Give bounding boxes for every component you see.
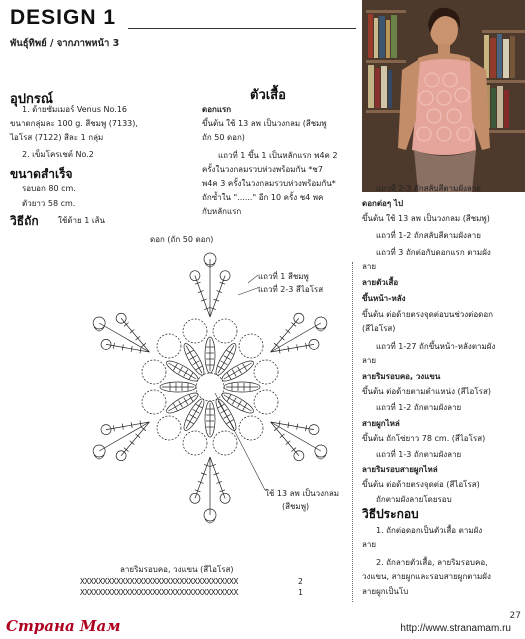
materials-line-4: 2. เข็มโครเชต์ No.2 bbox=[22, 150, 94, 159]
page-number: 27 bbox=[509, 611, 521, 621]
mid-line-3: แถวที่ 1 ขึ้น 1 เป็นหลักแรก พ4ค 2 bbox=[218, 151, 338, 160]
right-line-6: ลาย bbox=[362, 262, 377, 271]
right-line-12: ลาย bbox=[362, 356, 377, 365]
right-line-23: 1. ถักต่อดอกเป็นตัวเสื้อ ตามผัง bbox=[376, 526, 483, 535]
start-note-2: (สีชมพู) bbox=[282, 502, 310, 511]
start-note-1: ใช้ 13 ลพ เป็นวงกลม bbox=[265, 489, 340, 498]
right-line-26: วงแขน, สายผูกและรอบสายผูกตามผัง bbox=[362, 572, 491, 581]
mid-line-4: ครั้งในวงกลมรวบห่วงพร้อมกัน *ช7 bbox=[202, 165, 323, 174]
right-line-11: แถวที่ 1-27 ถักขึ้นหน้า-หลังตามผัง bbox=[376, 342, 496, 351]
right-line-24: ลาย bbox=[362, 540, 377, 549]
size-line-2: ตัวยาว 58 cm. bbox=[22, 199, 76, 208]
model-photo bbox=[362, 0, 525, 192]
design-subtitle: พันธุ์ทิพย์ / จากภาพหน้า 3 bbox=[10, 38, 120, 49]
design-title: DESIGN 1 bbox=[10, 6, 117, 29]
right-line-4: แถวที่ 1-2 ถักสลับสีตามผังลาย bbox=[376, 231, 481, 240]
first-flower-heading: ดอกแรก bbox=[202, 105, 232, 114]
edging-label: ลายริมรอบคอ, วงแขน (สีไอโรส) bbox=[120, 565, 234, 574]
size-heading: ขนาดสำเร็จ bbox=[10, 167, 73, 181]
watermark-url: http://www.stranamam.ru bbox=[400, 623, 511, 634]
legend-row1: แถวที่ 1 สีชมพู bbox=[258, 272, 309, 281]
right-line-19: ลายริมรอบสายผูกไหล่ bbox=[362, 465, 438, 474]
right-line-15: แถวที่ 1-2 ถักตามผังลาย bbox=[376, 403, 462, 412]
flower-motif-diagram bbox=[70, 245, 350, 530]
mid-line-7: กับหลักแรก bbox=[202, 207, 242, 216]
mid-line-5: พ4ค 3 ครั้งในวงกลมรวบห่วงพร้อมกัน* bbox=[202, 179, 336, 188]
legend-row23: แถวที่ 2-3 สีไอโรส bbox=[258, 285, 324, 294]
edging-row-2: XXXXXXXXXXXXXXXXXXXXXXXXXXXXXXXXXXX bbox=[80, 577, 239, 586]
watermark-logo: Страна Мам bbox=[6, 617, 121, 635]
right-line-9: ขึ้นต้น ต่อด้ายตรงจุดต่อบนช่วงต่อดอก bbox=[362, 310, 494, 319]
right-line-1: แถวที่ 2-3 ถักสลับสีตามผังลาย bbox=[376, 184, 481, 193]
right-line-18: แถวที่ 1-3 ถักตามผังลาย bbox=[376, 450, 462, 459]
right-line-17: ขึ้นต้น ถักโซ่ยาว 78 cm. (สีไอโรส) bbox=[362, 434, 486, 443]
right-line-14: ขึ้นต้น ต่อด้ายตามตำแหน่ง (สีไอโรส) bbox=[362, 387, 491, 396]
materials-line-1: 1. ด้ายซัมเมอร์ Venus No.16 bbox=[22, 105, 127, 114]
right-line-8: ขึ้นหน้า-หลัง bbox=[362, 294, 406, 303]
size-line-1: รอบอก 80 cm. bbox=[22, 184, 76, 193]
right-line-10: (สีไอโรส) bbox=[362, 324, 396, 333]
body-heading: ตัวเสื้อ bbox=[250, 88, 286, 103]
materials-heading: อุปกรณ์ bbox=[10, 92, 53, 107]
title-rule bbox=[128, 28, 356, 29]
mid-line-1: ขึ้นต้น ใช้ 13 ลพ เป็นวงกลม (สีชมพู bbox=[202, 119, 327, 128]
edging-row-num-2: 2 bbox=[298, 577, 303, 586]
materials-line-3: ไอโรส (7122) สีละ 1 กลุ่ม bbox=[10, 133, 104, 142]
materials-line-2: ขนาดกลุ่มละ 100 g. สีชมพู (7133), bbox=[10, 119, 138, 128]
right-line-3: ขึ้นต้น ใช้ 13 ลพ เป็นวงกลม (สีชมพู) bbox=[362, 214, 490, 223]
right-line-25: 2. ถักลายตัวเสื้อ, ลายริมรอบคอ, bbox=[376, 558, 488, 567]
right-line-5: แถวที่ 3 ถักต่อกับดอกแรก ตามผัง bbox=[376, 248, 491, 257]
right-line-16: สายผูกไหล่ bbox=[362, 419, 400, 428]
mid-line-6: ถักซ้ำใน "......" อีก 10 ครั้ง ช4 พค bbox=[202, 193, 324, 202]
right-line-27: ลายผูกเป็นโบ bbox=[362, 587, 409, 596]
edging-row-1: XXXXXXXXXXXXXXXXXXXXXXXXXXXXXXXXXXX bbox=[80, 588, 239, 597]
mid-line-2: ถัก 50 ดอก) bbox=[202, 133, 245, 142]
method-text: ใช้ด้าย 1 เส้น bbox=[58, 216, 105, 225]
flower-label: ดอก (ถัก 50 ดอก) bbox=[150, 235, 214, 244]
right-line-21: ถักตามผังลายโดยรอบ bbox=[376, 495, 452, 504]
right-line-2: ดอกต่อๆ ไป bbox=[362, 199, 404, 208]
model-photo-illustration bbox=[362, 0, 525, 192]
right-line-20: ขึ้นต้น ต่อด้ายตรงจุดต่อ (สีไอโรส) bbox=[362, 480, 480, 489]
right-line-13: ลายริมรอบคอ, วงแขน bbox=[362, 372, 441, 381]
method-heading: วิธีถัก bbox=[10, 214, 39, 228]
right-line-7: ลายตัวเสื้อ bbox=[362, 278, 399, 287]
edging-row-num-1: 1 bbox=[298, 588, 303, 597]
assembly-heading: วิธีประกอบ bbox=[362, 507, 419, 521]
column-separator bbox=[352, 262, 353, 602]
